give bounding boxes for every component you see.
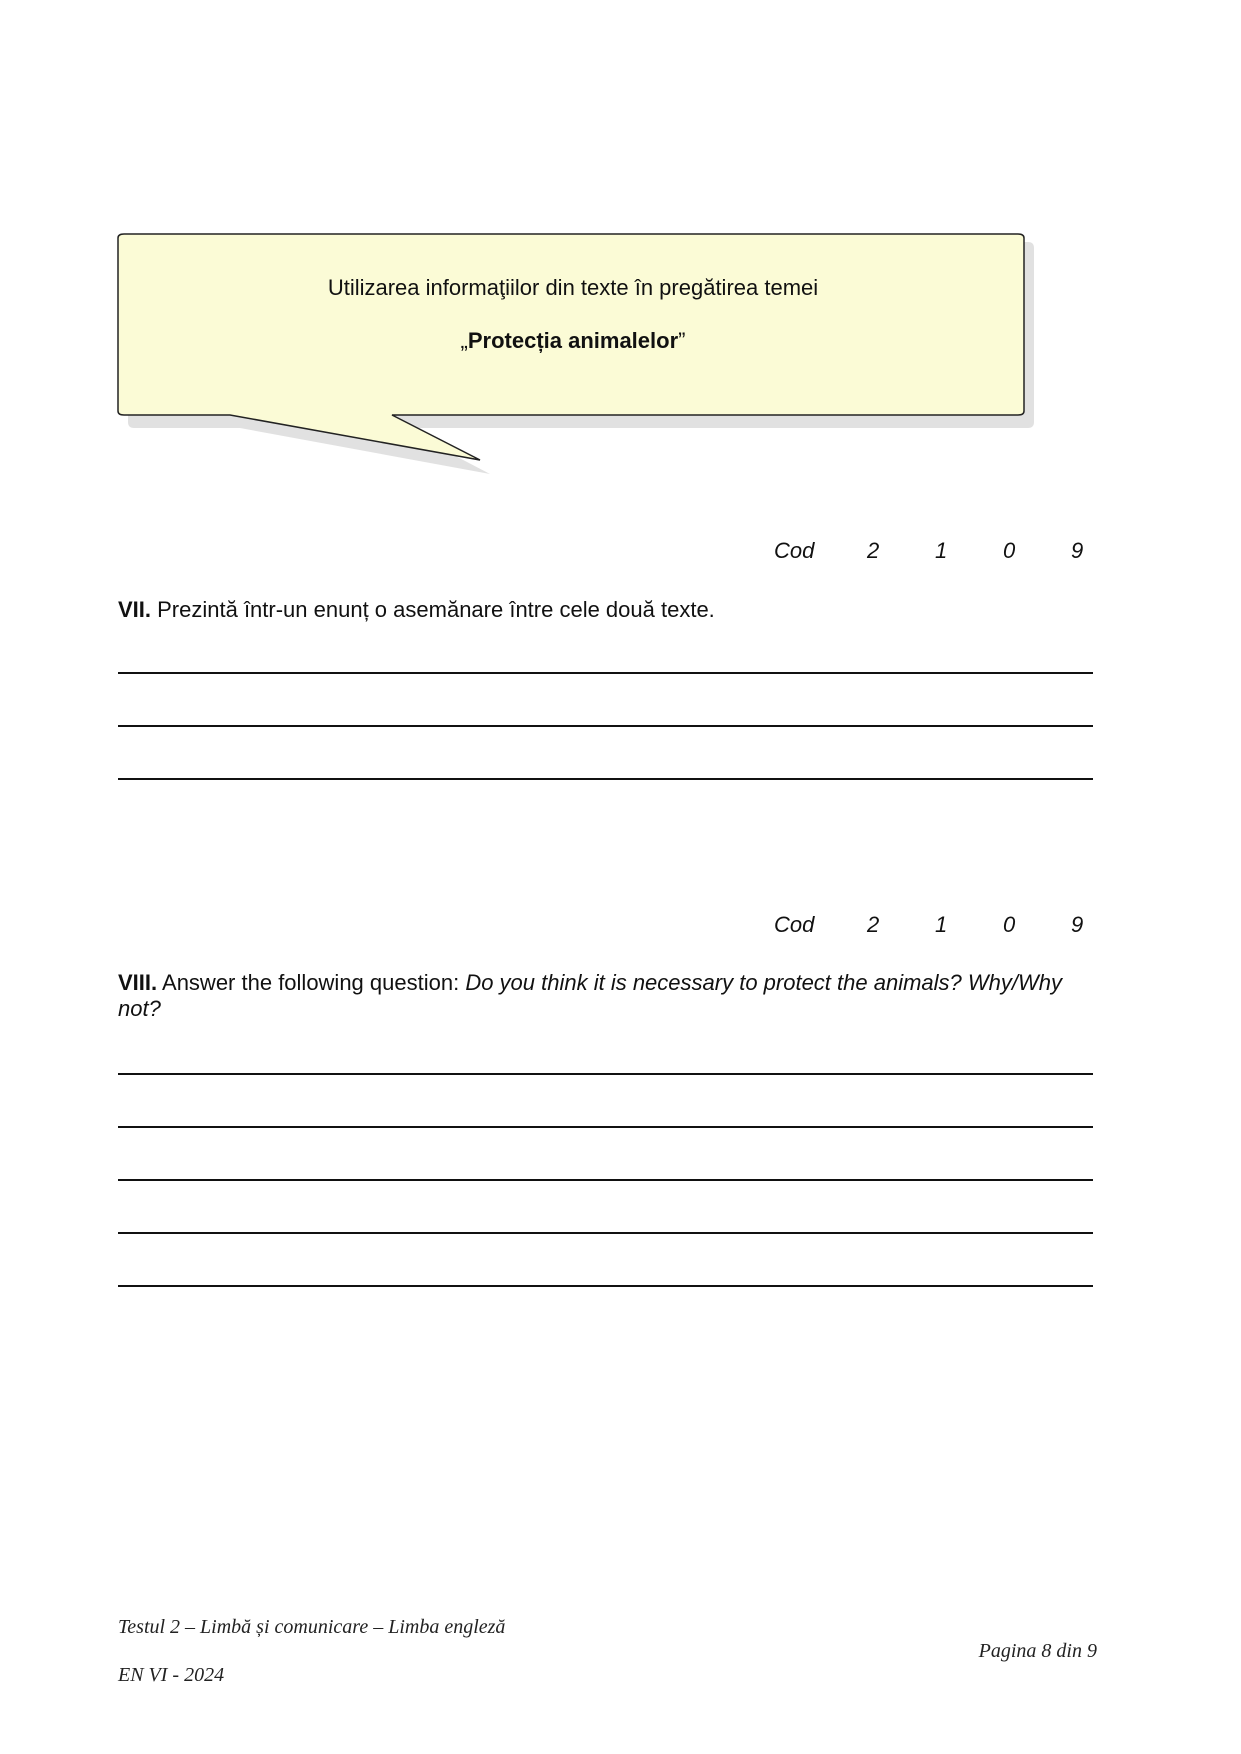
score-option: 9 [1071, 912, 1084, 937]
callout-title [118, 327, 1028, 355]
score-option: 0 [1003, 538, 1016, 563]
answer-line-q8-2[interactable] [118, 1126, 1093, 1128]
score-option: 0 [1003, 912, 1016, 937]
answer-line-q8-1[interactable] [118, 1073, 1093, 1075]
answer-line-q7-1[interactable] [118, 672, 1093, 674]
answer-line-q8-4[interactable] [118, 1232, 1093, 1234]
footer-test-title: Testul 2 – Limbă și comunicare – Limba engleză [118, 1616, 506, 1638]
question-7-text: Prezintă într-un enunț o asemănare între cele două texte. [151, 597, 715, 622]
footer-exam-code: EN VI - 2024 [118, 1664, 225, 1686]
question-8-text: Answer the following question: [157, 970, 466, 995]
score-option: 1 [935, 538, 948, 563]
score-code-row-2 [0, 912, 1241, 942]
topic-title-bold: Protecția animalelor [467, 328, 679, 353]
score-option: 2 [867, 538, 880, 563]
answer-line-q7-3[interactable] [118, 778, 1093, 780]
score-option: 9 [1071, 538, 1084, 563]
score-option: 2 [867, 912, 880, 937]
score-code-label: Cod [774, 912, 815, 937]
answer-line-q7-2[interactable] [118, 725, 1093, 727]
score-option: 1 [935, 912, 948, 937]
answer-line-q8-3[interactable] [118, 1179, 1093, 1181]
callout-subtitle: Utilizarea informaţiilor din texte în pregătirea temei [327, 275, 819, 300]
score-code-row-1 [0, 538, 1241, 568]
question-8 [118, 970, 1103, 1022]
topic-callout [0, 0, 1241, 500]
open-quote: „ [460, 328, 468, 353]
footer-page-number: Pagina 8 din 9 [978, 1640, 1097, 1662]
question-8-number: VIII. [118, 970, 158, 995]
close-quote: ” [678, 328, 686, 353]
question-7 [118, 597, 1103, 623]
score-code-label: Cod [774, 538, 815, 563]
question-8-italic-text: Do you think it is necessary to protect the animals? Why/Why not? [118, 970, 1062, 1021]
question-7-number: VII. [118, 597, 152, 622]
callout-bubble-shape [0, 0, 1241, 500]
answer-line-q8-5[interactable] [118, 1285, 1093, 1287]
